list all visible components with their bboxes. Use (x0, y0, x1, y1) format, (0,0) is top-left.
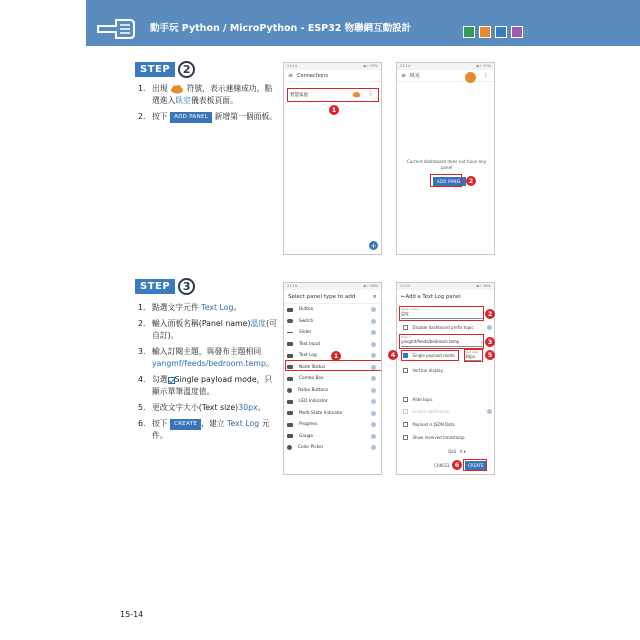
screen-connections: 21:14 ◀ ⚡ 97% ≡ Connections 智慧家庭 ⋮ 1 + (283, 62, 382, 255)
step2-label: STEP (135, 62, 175, 77)
multi-state-icon (287, 411, 293, 415)
panel-type-list (284, 304, 381, 454)
combo-box-icon (287, 377, 293, 381)
step2-item-2: 2. 按下 ADD PANEL 新增第一個面板。 (138, 112, 277, 121)
step3-item-2: 2. 輸入面板名稱(Panel name)溫度(可自訂)。 (138, 319, 277, 340)
hand-pointer-icon (96, 8, 144, 44)
menu-icon[interactable]: ≡ (288, 72, 294, 79)
panel-type-color-picker[interactable]: Color Picker (287, 442, 378, 454)
highlight-text-size (464, 349, 483, 362)
step3-item-6: 6. 按下 CREATE ，建立 Text Log 元件。 (138, 419, 270, 440)
form-title: Add a Text Log panel (405, 294, 461, 300)
text-input-icon (287, 342, 293, 346)
qos-select[interactable]: QoS 0 ▾ (448, 449, 466, 454)
marker-1: 1 (329, 105, 339, 115)
show-timestamp-checkbox[interactable]: Show received timestamp (403, 434, 465, 441)
marker-5: 5 (485, 350, 495, 360)
cancel-button[interactable]: CANCEL (434, 463, 451, 468)
more-options-icon[interactable]: ⋮ (483, 72, 489, 79)
panel-type-slider[interactable]: Slider (287, 327, 378, 339)
page-number: 15-14 (120, 610, 144, 619)
marker-6: 6 (452, 460, 462, 470)
connection-row[interactable]: 智慧家庭 (290, 93, 308, 98)
marker-3: 3 (485, 337, 495, 347)
more-options-icon[interactable]: ⋮ (368, 90, 374, 97)
color-square-orange (479, 26, 491, 38)
cloud-badge (465, 72, 476, 83)
step3-item-4: 4. 勾選 Single payload mode，只顯示單筆溫度值。 (138, 375, 273, 396)
panel-type-combo-box[interactable]: Combo Box (287, 373, 378, 385)
panel-type-text-input[interactable]: Text Input (287, 339, 378, 351)
panel-type-progress[interactable]: Progress (287, 419, 378, 431)
panel-type-multi-state[interactable]: Multi-State Indicator (287, 408, 378, 420)
screen-select-panel-type: 21:16 ◀ ⚡ 96% Select panel type to add × Button Switch Slider Text Input Text Log Node Status Combo Box Radio Buttons LED Indicator Multi-State Indicator Progress Gauge Color Picker 1 (283, 282, 382, 475)
close-icon[interactable]: × (372, 293, 377, 300)
create-inline-button: CREATE (170, 419, 201, 430)
disable-prefix-checkbox[interactable]: Disable dashboard prefix topic (403, 324, 474, 331)
highlight-single-payload (401, 350, 459, 361)
checkbox-checked-icon (168, 377, 175, 384)
gauge-icon (287, 434, 293, 438)
marker-1: 1 (331, 351, 341, 361)
single-payload-checkbox[interactable]: Single payload mode (403, 352, 455, 359)
step3-item-1: 1. 點選文字元件 Text Log。 (138, 303, 242, 312)
step2-item-1: 1. 出現 符號，表示連線成功，點選進入臥室儀表板頁面。 (138, 84, 273, 105)
progress-icon (287, 423, 293, 427)
step3-item-5: 5. 更改文字大小(Text size)30px。 (138, 403, 266, 412)
panel-type-gauge[interactable]: Gauge (287, 431, 378, 443)
panel-type-led-indicator[interactable]: LED Indicator (287, 396, 378, 408)
panel-type-node-status[interactable]: Node Status (287, 362, 378, 374)
text-log-icon (287, 354, 293, 358)
step3-number: 3 (178, 278, 195, 295)
color-square-green (463, 26, 475, 38)
cloud-connected-icon (170, 84, 184, 94)
panel-type-radio-buttons[interactable]: Radio Buttons (287, 385, 378, 397)
highlight-panel-name (399, 306, 484, 321)
add-panel-button[interactable]: ADD PANEL (433, 177, 466, 186)
empty-message: Current dashboard does not have any panel (406, 159, 487, 170)
marker-4: 4 (388, 350, 398, 360)
screen-bedroom-empty: 21:14 ◀ ⚡ 97% ≡ 臥室 ⋮ Current dashboard does not have any panel ADD PANEL 2 (396, 62, 495, 255)
step3-instructions (138, 302, 278, 446)
step3-item-3: 3. 輸入訂閱主題，與發布主題相同 yangmf/feeds/bedroom.temp。 (138, 347, 274, 368)
connections-title: Connections (297, 72, 328, 79)
step2-number: 2 (178, 61, 195, 78)
led-icon (287, 400, 293, 404)
dashboard-title: 臥室 (410, 73, 421, 79)
page-header (86, 0, 640, 46)
step3-label: STEP (135, 279, 175, 294)
menu-icon[interactable]: ≡ (401, 72, 407, 79)
create-button[interactable]: CREATE (465, 461, 487, 470)
topic-field[interactable]: Topic * yangmf/feeds/bedroom.temp (401, 335, 483, 347)
button-icon (287, 308, 293, 312)
payload-json-checkbox[interactable]: Payload is JSON Data (403, 421, 455, 428)
radio-icon (287, 388, 292, 393)
highlight-text-log (285, 360, 382, 371)
color-square-blue (495, 26, 507, 38)
vertical-display-checkbox[interactable]: Vertical display (403, 367, 443, 374)
add-panel-inline-button: ADD PANEL (170, 112, 212, 123)
add-fab[interactable]: + (370, 241, 377, 250)
marker-2: 2 (485, 309, 495, 319)
enable-notification-checkbox[interactable]: Enable notification (403, 408, 450, 415)
step2-badge (135, 61, 195, 78)
header-title: 動手玩 Python / MicroPython - ESP32 物聯網互動設計 (150, 23, 412, 34)
hide-topic-checkbox[interactable]: Hide topic (403, 396, 433, 403)
marker-2: 2 (466, 176, 476, 186)
panel-type-button[interactable]: Button (287, 304, 378, 316)
screen-add-text-log: 21:22 ◀ ⚡ 96% ← Add a Text Log panel Panel name * 溫度 2 Disable dashboard prefix topic Topic * yangmf/feeds/bedroom.temp 3 Single payload mode 4 Text size 30px 5 Vertical display Hide topic Enable notification Payload is JSON Data Show received timestamp QoS 0 ▾ CANCEL CREATE 6 (396, 282, 495, 475)
highlight-connection (287, 88, 379, 102)
color-picker-icon (287, 445, 292, 450)
select-panel-title: Select panel type to add (288, 293, 356, 300)
highlight-topic (399, 334, 484, 349)
panel-name-field[interactable]: Panel name * 溫度 (401, 307, 483, 319)
text-size-field[interactable]: Text size 30px (465, 350, 481, 361)
highlight-create (463, 459, 487, 471)
back-arrow-icon[interactable]: ← (401, 294, 406, 300)
switch-icon (287, 319, 293, 323)
highlight-add-panel (430, 174, 462, 187)
header-color-squares (463, 26, 523, 38)
color-square-purple (511, 26, 523, 38)
step3-badge (135, 278, 195, 295)
slider-icon (287, 332, 293, 333)
panel-type-text-log[interactable]: Text Log (287, 350, 378, 362)
step2-instructions (138, 83, 278, 127)
panel-type-switch[interactable]: Switch (287, 316, 378, 328)
